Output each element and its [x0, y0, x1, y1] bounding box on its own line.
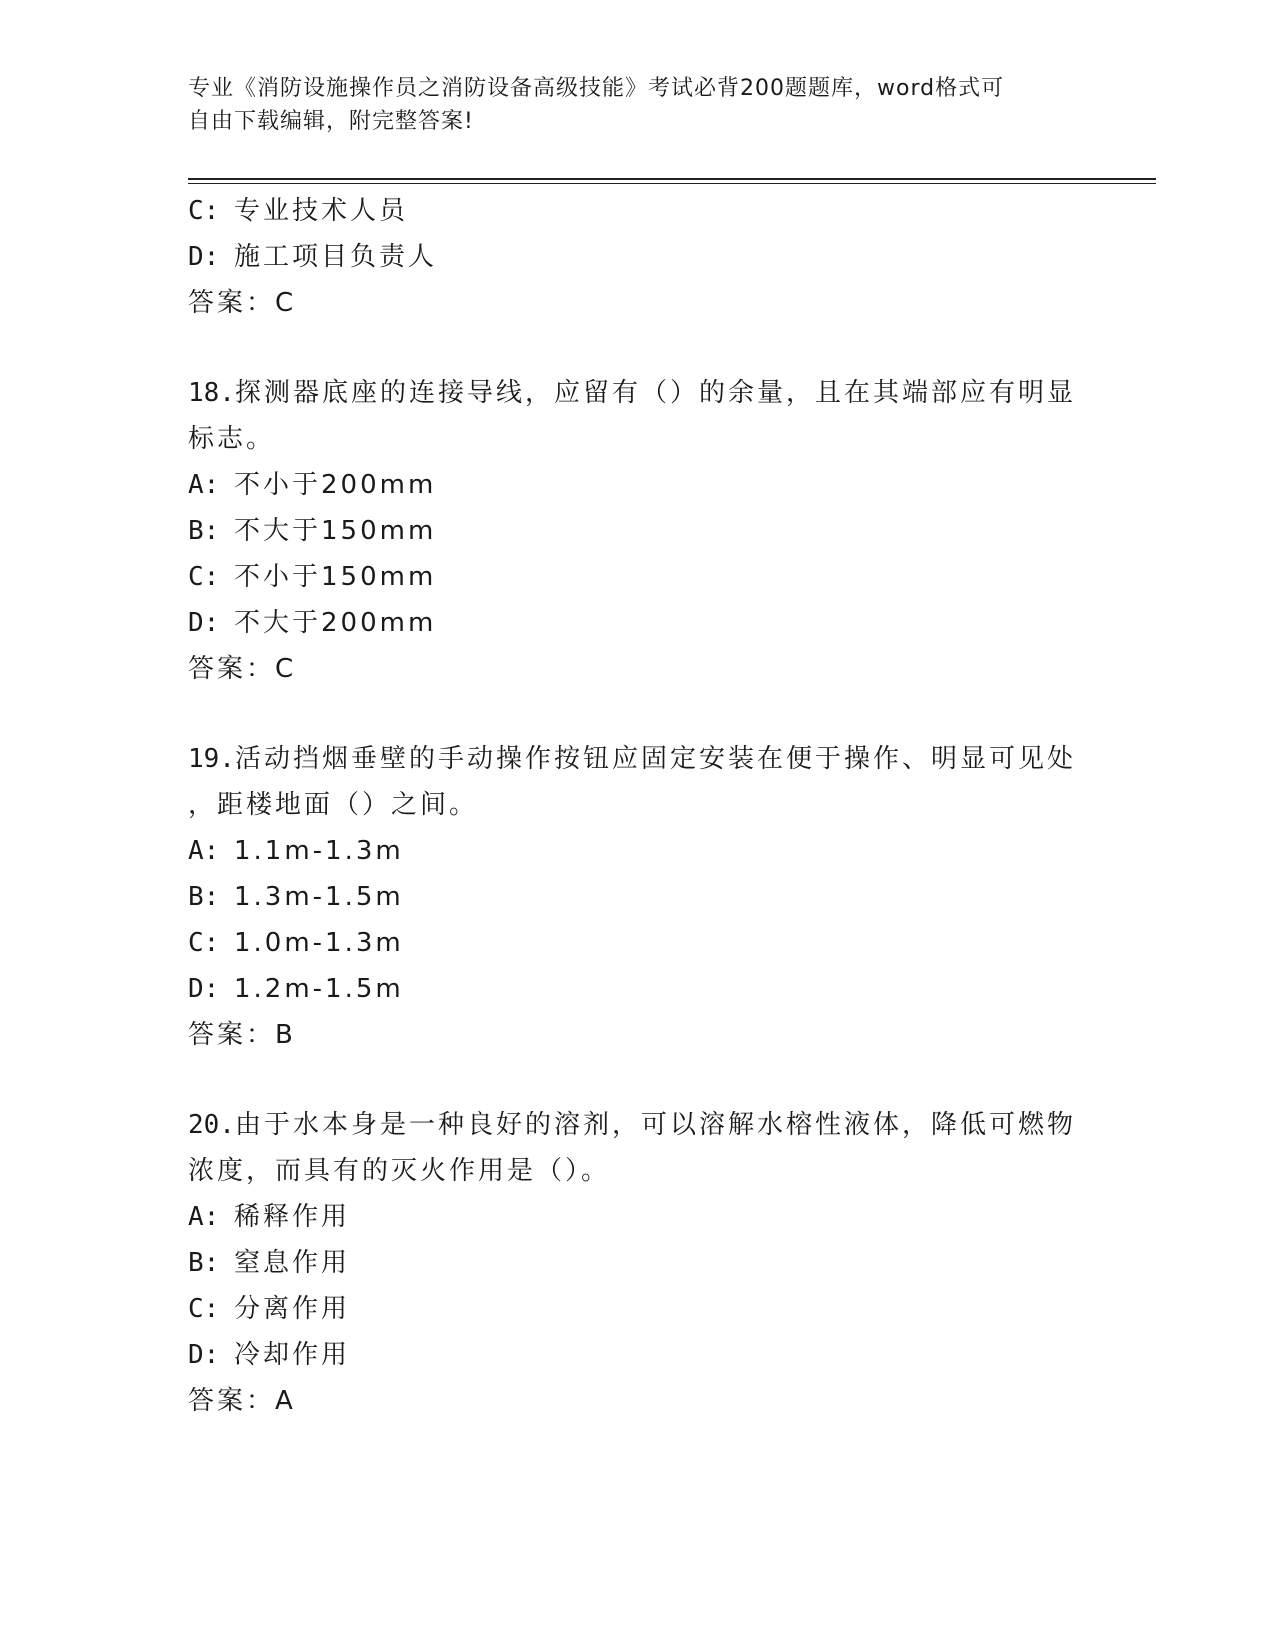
- question-number: 19.: [188, 744, 235, 774]
- header-divider-thick: [188, 178, 1156, 180]
- answer-line: 答案：B: [188, 1020, 296, 1050]
- option-text: 稀释作用: [234, 1202, 351, 1232]
- option-text: 不小于150mm: [234, 562, 437, 592]
- option-row: [188, 554, 1088, 600]
- header-title-line-2: 自由下载编辑，附完整答案!: [188, 109, 474, 134]
- option-row: [188, 508, 1088, 554]
- option-row: [188, 966, 1088, 1012]
- option-text: 不大于200mm: [234, 608, 437, 638]
- option-letter: D:: [188, 974, 220, 1004]
- question-18: [188, 370, 1088, 692]
- option-letter: D:: [188, 242, 220, 272]
- option-row: [188, 188, 1088, 234]
- option-text: 1.0m-1.3m: [234, 928, 404, 958]
- question-stem-text: 探测器底座的连接导线，应留有（）的余量，且在其端部应有明显: [234, 378, 1076, 408]
- question-number: 18.: [188, 378, 235, 408]
- answer-line: 答案：C: [188, 288, 297, 318]
- question-19: [188, 736, 1088, 1058]
- option-text: 1.2m-1.5m: [234, 974, 404, 1004]
- option-text: 专业技术人员: [234, 196, 409, 226]
- option-letter: B:: [188, 516, 220, 546]
- option-letter: A:: [188, 1202, 220, 1232]
- answer-line: 答案：A: [188, 1386, 296, 1416]
- option-row: [188, 600, 1088, 646]
- question-stem-line: [188, 370, 1088, 416]
- document-body: [188, 188, 1088, 1424]
- header-divider-thin: [188, 183, 1156, 184]
- question-number: 20.: [188, 1110, 235, 1140]
- page-header: [188, 72, 1068, 138]
- option-row: [188, 828, 1088, 874]
- header-title-line-1: 专业《消防设施操作员之消防设备高级技能》考试必背200题题库，word格式可: [188, 76, 1005, 101]
- option-text: 冷却作用: [234, 1340, 351, 1370]
- option-text: 分离作用: [234, 1294, 351, 1324]
- option-letter: D:: [188, 1340, 220, 1370]
- option-letter: D:: [188, 608, 220, 638]
- option-text: 不大于150mm: [234, 516, 437, 546]
- option-row: [188, 1240, 1088, 1286]
- option-row: [188, 1194, 1088, 1240]
- question-stem-line: ，距楼地面（）之间。: [188, 790, 479, 820]
- option-text: 窒息作用: [234, 1248, 351, 1278]
- question-stem-text: 由于水本身是一种良好的溶剂，可以溶解水榕性液体，降低可燃物: [234, 1110, 1076, 1140]
- answer-line: 答案：C: [188, 654, 297, 684]
- question-stem-line: 浓度，而具有的灭火作用是（）。: [188, 1156, 611, 1186]
- question-stem-line: [188, 1102, 1088, 1148]
- question-stem-line: [188, 736, 1088, 782]
- question-20: [188, 1102, 1088, 1424]
- option-letter: A:: [188, 836, 220, 866]
- option-row: [188, 1332, 1088, 1378]
- option-text: 施工项目负责人: [234, 242, 438, 272]
- option-letter: C:: [188, 196, 220, 226]
- question-stem-line: 标志。: [188, 424, 276, 454]
- continued-question: [188, 188, 1088, 326]
- question-stem-text: 活动挡烟垂壁的手动操作按钮应固定安装在便于操作、明显可见处: [234, 744, 1076, 774]
- option-letter: C:: [188, 928, 220, 958]
- option-letter: C:: [188, 1294, 220, 1324]
- option-letter: C:: [188, 562, 220, 592]
- option-letter: B:: [188, 1248, 220, 1278]
- option-row: [188, 462, 1088, 508]
- option-text: 1.1m-1.3m: [234, 836, 404, 866]
- option-text: 1.3m-1.5m: [234, 882, 404, 912]
- option-row: [188, 920, 1088, 966]
- option-row: [188, 874, 1088, 920]
- option-letter: B:: [188, 882, 220, 912]
- option-letter: A:: [188, 470, 220, 500]
- option-row: [188, 234, 1088, 280]
- option-row: [188, 1286, 1088, 1332]
- option-text: 不小于200mm: [234, 470, 437, 500]
